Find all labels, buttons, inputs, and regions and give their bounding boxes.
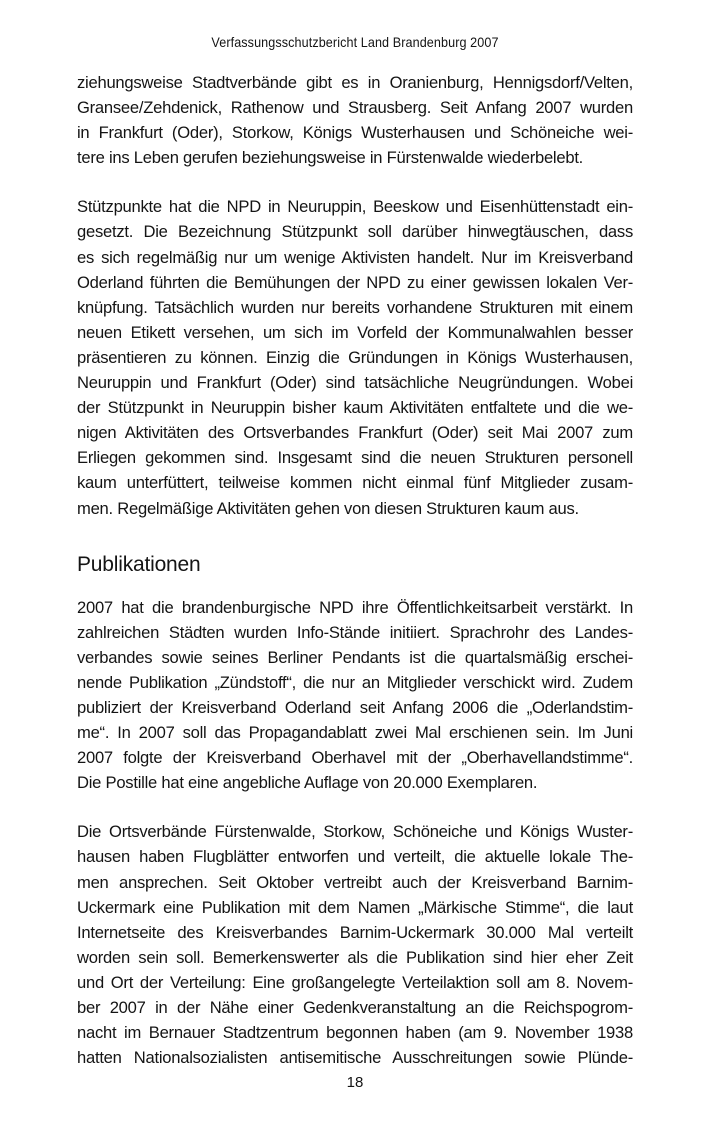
text-line: zahlreichen Städten wurden Info-Stände initiiert. Sprachrohr des Landes-: [77, 622, 633, 642]
text-line: 2007 hat die brandenburgische NPD ihre Öffentlichkeitsarbeit verstärkt. In: [77, 597, 633, 617]
text-line: Neuruppin und Frankfurt (Oder) sind tatsächliche Neugründungen. Wobei: [77, 373, 633, 393]
text-line: verbandes sowie seines Berliner Pendants ist die quartalsmäßig erschei-: [77, 647, 633, 667]
text-line: hatten Nationalsozialisten antisemitische Ausschreitungen sowie Plünde-: [77, 1048, 633, 1068]
paragraph-support-points: [77, 194, 633, 520]
paragraph-local-leaflets: [77, 819, 633, 1070]
paragraph-spacer: [77, 170, 633, 194]
paragraph-city-associations: [77, 70, 633, 170]
text-line: men. Regelmäßige Aktivitäten gehen von diesen Strukturen kaum aus.: [77, 498, 579, 518]
text-line: ber 2007 in der Nähe einer Gedenkveranstaltung an die Reichspogrom-: [77, 998, 633, 1017]
paragraph-publications-intro: [77, 595, 633, 796]
page-body: [77, 70, 633, 1070]
text-line: und Ort der Verteilung: Eine großangelegte Verteilaktion soll am 8. Novem-: [77, 972, 633, 992]
text-line: worden sein soll. Bemerkenswerter als die Publikation sind hier eher Zeit: [77, 947, 633, 967]
text-line: Die Ortsverbände Fürstenwalde, Storkow, Schöneiche und Königs Wuster-: [77, 822, 633, 842]
text-line: 2007 folgte der Kreisverband Oberhavel mit der „Oberhavellandstimme“.: [77, 748, 633, 768]
text-line: Erliegen gekommen sind. Insgesamt sind die neuen Strukturen personell: [77, 448, 633, 468]
text-line: in Frankfurt (Oder), Storkow, Königs Wusterhausen und Schöneiche wei-: [77, 123, 633, 143]
paragraph-spacer: [77, 521, 633, 545]
text-line: tere ins Leben gerufen beziehungsweise in Fürstenwalde wiederbelebt.: [77, 148, 584, 168]
page-number: 18: [346, 1074, 364, 1091]
text-line: Gransee/Zehdenick, Rathenow und Strausberg. Seit Anfang 2007 wurden: [77, 98, 633, 118]
text-line: hausen haben Flugblätter entworfen und verteilt, die aktuelle lokale The-: [77, 847, 633, 867]
text-line: ziehungsweise Stadtverbände gibt es in Oranienburg, Hennigsdorf/Velten,: [77, 73, 633, 92]
text-line: kaum unterfüttert, teilweise kommen nicht einmal fünf Mitglieder zusam-: [77, 473, 633, 493]
text-line: nacht im Bernauer Stadtzentrum begonnen haben (am 9. November 1938: [77, 1023, 633, 1043]
text-line: Stützpunkte hat die NPD in Neuruppin, Beeskow und Eisenhüttenstadt ein-: [77, 197, 633, 217]
text-line: Internetseite des Kreisverbandes Barnim-Uckermark 30.000 Mal verteilt: [77, 922, 633, 942]
text-line: der Stützpunkt in Neuruppin bisher kaum Aktivitäten entfaltete und die we-: [77, 398, 633, 418]
paragraph-spacer: [77, 795, 633, 819]
text-line: gesetzt. Die Bezeichnung Stützpunkt soll darüber hinwegtäuschen, dass: [77, 222, 633, 242]
text-line: nigen Aktivitäten des Ortsverbandes Frankfurt (Oder) seit Mai 2007 zum: [77, 423, 633, 443]
text-line: Uckermark eine Publikation mit dem Namen „Märkische Stimme“, die laut: [77, 897, 633, 917]
text-line: Oderland führten die Bemühungen der NPD zu einer gewissen lokalen Ver-: [77, 272, 633, 292]
text-line: es sich regelmäßig nur um wenige Aktivisten handelt. Nur im Kreisverband: [77, 247, 633, 267]
text-line: Die Postille hat eine angebliche Auflage von 20.000 Exemplaren.: [77, 773, 538, 793]
text-line: präsentieren zu können. Einzig die Gründungen in Königs Wusterhausen,: [77, 347, 633, 367]
text-line: publiziert der Kreisverband Oderland seit Anfang 2006 die „Oderlandstim-: [77, 697, 633, 717]
text-line: neuen Etikett versehen, um sich im Vorfeld der Kommunalwahlen besser: [77, 322, 633, 342]
text-line: men ansprechen. Seit Oktober vertreibt auch der Kreisverband Barnim-: [77, 872, 633, 892]
section-heading: Publikationen: [77, 552, 201, 576]
text-line: nende Publikation „Zündstoff“, die nur an Mitglieder verschickt wird. Zudem: [77, 672, 633, 692]
running-header: Verfassungsschutzbericht Land Brandenburg 2007: [211, 34, 499, 50]
text-line: me“. In 2007 soll das Propagandablatt zwei Mal erschienen sein. Im Juni: [77, 723, 633, 743]
text-line: knüpfung. Tatsächlich wurden nur bereits vorhandene Strukturen mit einem: [77, 297, 633, 317]
